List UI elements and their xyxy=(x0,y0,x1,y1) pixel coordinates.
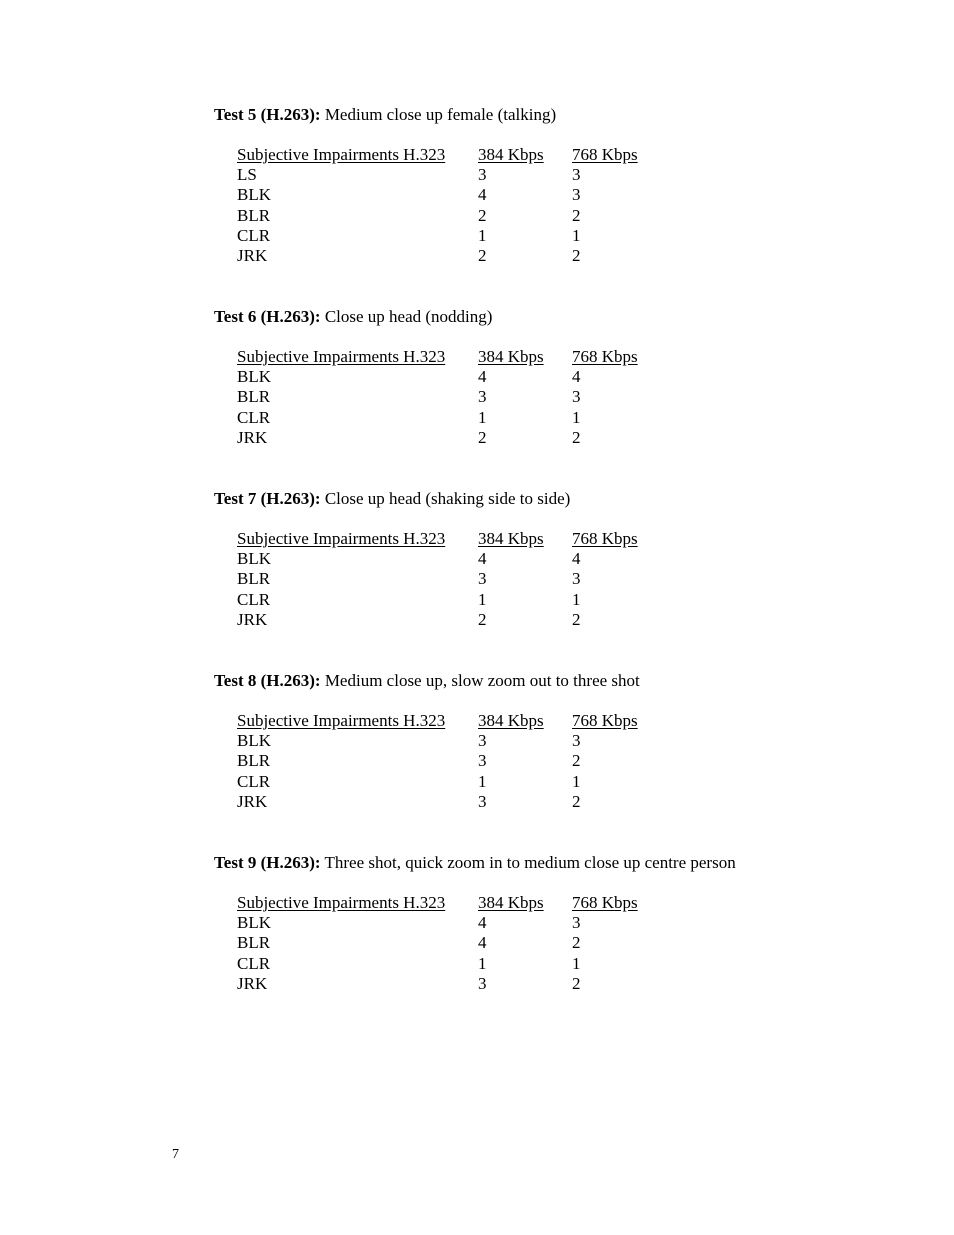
results-table xyxy=(237,711,640,812)
table-row xyxy=(237,609,581,630)
test-description: Medium close up female (talking) xyxy=(320,105,557,124)
impairment-name: CLR xyxy=(237,407,271,427)
impairment-name: JRK xyxy=(237,427,268,447)
table-row xyxy=(237,913,736,933)
table-row xyxy=(237,367,581,387)
score-768: 3 xyxy=(572,165,581,185)
score-768: 2 xyxy=(572,609,581,629)
score-384: 3 xyxy=(478,791,487,811)
score-768: 1 xyxy=(572,953,581,973)
impairment-name: JRK xyxy=(237,609,268,629)
impairment-name: JRK xyxy=(237,791,268,811)
score-384: 2 xyxy=(478,427,487,447)
score-768: 3 xyxy=(572,731,581,751)
header-768-kbps: 768 Kbps xyxy=(572,347,638,366)
score-384: 2 xyxy=(478,205,487,225)
table-header-row xyxy=(237,711,640,731)
table-row xyxy=(237,589,581,610)
score-768: 2 xyxy=(572,245,581,265)
results-table xyxy=(237,529,638,630)
score-768: 2 xyxy=(572,791,581,811)
test-section xyxy=(214,489,638,630)
table-row xyxy=(237,933,736,953)
table-row xyxy=(237,205,581,226)
score-384: 2 xyxy=(478,245,487,265)
header-768-kbps: 768 Kbps xyxy=(572,529,638,548)
header-impairments: Subjective Impairments H.323 xyxy=(237,529,446,548)
score-768: 2 xyxy=(572,427,581,447)
table-row xyxy=(237,225,581,246)
score-768: 3 xyxy=(572,387,581,407)
table-row xyxy=(237,387,581,407)
test-heading xyxy=(214,853,736,873)
score-768: 2 xyxy=(572,933,581,953)
score-768: 4 xyxy=(572,367,581,387)
table-row xyxy=(237,185,581,205)
header-impairments: Subjective Impairments H.323 xyxy=(237,711,446,730)
score-384: 3 xyxy=(478,731,487,751)
table-row xyxy=(237,751,640,771)
table-row xyxy=(237,549,581,569)
impairment-name: CLR xyxy=(237,771,271,791)
test-section xyxy=(214,105,638,266)
score-384: 4 xyxy=(478,933,487,953)
header-impairments: Subjective Impairments H.323 xyxy=(237,893,446,912)
score-384: 3 xyxy=(478,165,487,185)
header-384-kbps: 384 Kbps xyxy=(478,145,544,164)
test-label: Test 6 (H.263): xyxy=(214,307,321,326)
header-768-kbps: 768 Kbps xyxy=(572,893,638,912)
score-384: 1 xyxy=(478,225,487,245)
impairment-name: CLR xyxy=(237,953,271,973)
header-384-kbps: 384 Kbps xyxy=(478,347,544,366)
score-768: 1 xyxy=(572,589,581,609)
score-384: 3 xyxy=(478,569,487,589)
score-384: 1 xyxy=(478,953,487,973)
table-header-row xyxy=(237,529,638,549)
impairment-name: JRK xyxy=(237,245,268,265)
table-row xyxy=(237,772,640,792)
impairment-name: BLR xyxy=(237,387,271,407)
table-header-row xyxy=(237,145,638,165)
score-384: 1 xyxy=(478,407,487,427)
score-768: 3 xyxy=(572,569,581,589)
header-384-kbps: 384 Kbps xyxy=(478,893,544,912)
score-768: 1 xyxy=(572,407,581,427)
score-384: 4 xyxy=(478,367,487,387)
impairment-name: LS xyxy=(237,165,257,185)
test-description: Close up head (shaking side to side) xyxy=(320,489,571,508)
score-768: 2 xyxy=(572,751,581,771)
score-768: 1 xyxy=(572,225,581,245)
score-384: 4 xyxy=(478,549,487,569)
score-384: 1 xyxy=(478,589,487,609)
score-768: 2 xyxy=(572,205,581,225)
test-label: Test 7 (H.263): xyxy=(214,489,321,508)
table-row xyxy=(237,731,640,751)
table-row xyxy=(237,165,581,185)
header-384-kbps: 384 Kbps xyxy=(478,711,544,730)
table-row xyxy=(237,407,581,428)
header-768-kbps: 768 Kbps xyxy=(572,145,638,164)
score-384: 3 xyxy=(478,751,487,771)
impairment-name: BLK xyxy=(237,367,271,387)
test-description: Close up head (nodding) xyxy=(320,307,493,326)
impairment-name: BLK xyxy=(237,731,271,751)
score-384: 3 xyxy=(478,973,487,993)
results-table xyxy=(237,893,736,994)
score-768: 3 xyxy=(572,185,581,205)
header-384-kbps: 384 Kbps xyxy=(478,529,544,548)
score-384: 1 xyxy=(478,771,487,791)
header-768-kbps: 768 Kbps xyxy=(572,711,638,730)
impairment-name: BLK xyxy=(237,913,271,933)
table-row xyxy=(237,427,581,448)
impairment-name: CLR xyxy=(237,225,271,245)
test-heading xyxy=(214,489,570,509)
impairment-name: BLR xyxy=(237,751,271,771)
score-384: 4 xyxy=(478,185,487,205)
score-768: 3 xyxy=(572,913,581,933)
header-impairments: Subjective Impairments H.323 xyxy=(237,145,446,164)
test-section xyxy=(214,853,736,994)
test-description: Medium close up, slow zoom out to three shot xyxy=(320,671,640,690)
test-heading xyxy=(214,105,556,125)
test-description: Three shot, quick zoom in to medium close up centre person xyxy=(320,853,736,872)
impairment-name: CLR xyxy=(237,589,271,609)
table-row xyxy=(237,792,640,812)
impairment-name: BLR xyxy=(237,205,271,225)
impairment-name: BLK xyxy=(237,549,271,569)
score-768: 2 xyxy=(572,973,581,993)
impairment-name: BLR xyxy=(237,933,271,953)
test-section xyxy=(214,307,638,448)
impairment-name: JRK xyxy=(237,973,268,993)
test-section xyxy=(214,671,640,812)
impairment-name: BLR xyxy=(237,569,271,589)
score-384: 2 xyxy=(478,609,487,629)
results-table xyxy=(237,347,638,448)
header-impairments: Subjective Impairments H.323 xyxy=(237,347,446,366)
score-384: 4 xyxy=(478,913,487,933)
test-label: Test 9 (H.263): xyxy=(214,853,321,872)
table-header-row xyxy=(237,347,638,367)
score-768: 4 xyxy=(572,549,581,569)
table-row xyxy=(237,974,736,994)
page-number: 7 xyxy=(172,1147,179,1162)
test-heading xyxy=(214,671,640,691)
test-label: Test 8 (H.263): xyxy=(214,671,321,690)
table-row xyxy=(237,245,581,266)
table-row xyxy=(237,569,581,589)
impairment-name: BLK xyxy=(237,185,271,205)
table-header-row xyxy=(237,893,736,913)
score-384: 3 xyxy=(478,387,487,407)
results-table xyxy=(237,145,638,266)
test-label: Test 5 (H.263): xyxy=(214,105,321,124)
table-row xyxy=(237,954,736,974)
test-heading xyxy=(214,307,492,327)
score-768: 1 xyxy=(572,771,581,791)
